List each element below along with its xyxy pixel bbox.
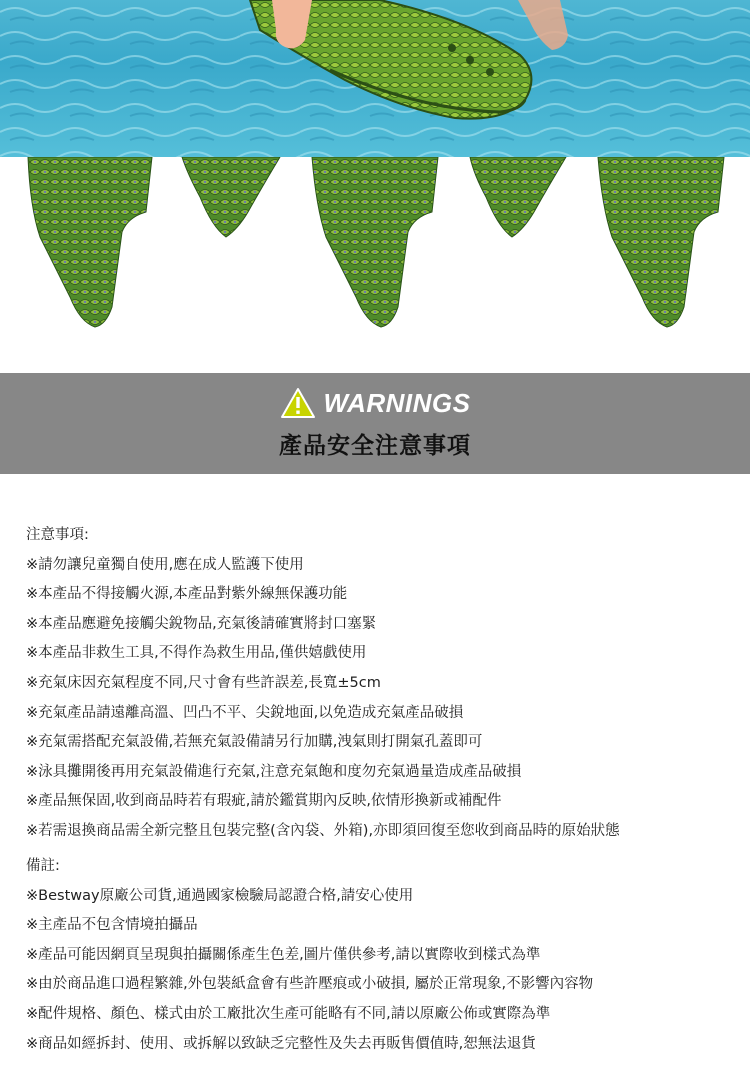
crocodile-tails-image — [0, 157, 750, 347]
warnings-title-row — [0, 385, 750, 421]
notice-heading: 注意事項: — [26, 527, 89, 543]
notice-item: ※請勿讓兒童獨自使用,應在成人監護下使用 — [26, 556, 304, 573]
product-photo-pool — [0, 0, 750, 157]
notice-item: ※本產品非救生工具,不得作為救生用品,僅供嬉戲使用 — [26, 645, 367, 662]
notice-item: ※充氣產品請遠離高溫、凹凸不平、尖銳地面,以免造成充氣產品破損 — [26, 704, 464, 721]
warnings-subtitle: 產品安全注意事項 — [279, 433, 471, 459]
remarks-section — [26, 852, 738, 1059]
remarks-heading: 備註: — [26, 858, 60, 874]
notice-item: ※充氣需搭配充氣設備,若無充氣設備請另行加購,洩氣則打開氣孔蓋即可 — [26, 734, 483, 751]
notice-item: ※產品無保固,收到商品時若有瑕疵,請於鑑賞期內反映,依情形換新或補配件 — [26, 793, 502, 810]
pool-scene-image — [0, 0, 750, 157]
remarks-item: ※產品可能因網頁呈現與拍攝關係產生色差,圖片僅供參考,請以實際收到樣式為準 — [26, 946, 541, 963]
remarks-item: ※商品如經拆封、使用、或拆解以致缺乏完整性及失去再販售價值時,恕無法退貨 — [26, 1035, 536, 1052]
tails-illustration — [0, 157, 750, 347]
warning-triangle-icon — [280, 387, 316, 419]
notice-item: ※充氣床因充氣程度不同,尺寸會有些許誤差,長寬±5cm — [26, 674, 381, 691]
notice-item: ※本產品應避免接觸尖銳物品,充氣後請確實將封口塞緊 — [26, 615, 377, 632]
remarks-item: ※Bestway原廠公司貨,通過國家檢驗局認證合格,請安心使用 — [26, 887, 414, 904]
notice-section — [26, 521, 738, 847]
warnings-title: WARNINGS — [323, 387, 471, 418]
notice-item: ※泳具攤開後再用充氣設備進行充氣,注意充氣飽和度勿充氣過量造成產品破損 — [26, 763, 522, 780]
remarks-item: ※主產品不包含情境拍攝品 — [26, 917, 198, 934]
notice-item: ※本產品不得接觸火源,本產品對紫外線無保護功能 — [26, 586, 348, 603]
notice-item: ※若需退換商品需全新完整且包裝完整(含內袋、外箱),亦即須回復至您收到商品時的原始狀態 — [26, 822, 620, 839]
remarks-item: ※配件規格、顏色、樣式由於工廠批次生產可能略有不同,請以原廠公佈或實際為準 — [26, 1005, 551, 1022]
remarks-item: ※由於商品進口過程繁雜,外包裝紙盒會有些許壓痕或小破損, 屬於正常現象,不影響內容物 — [26, 976, 594, 993]
warnings-banner — [0, 373, 750, 474]
